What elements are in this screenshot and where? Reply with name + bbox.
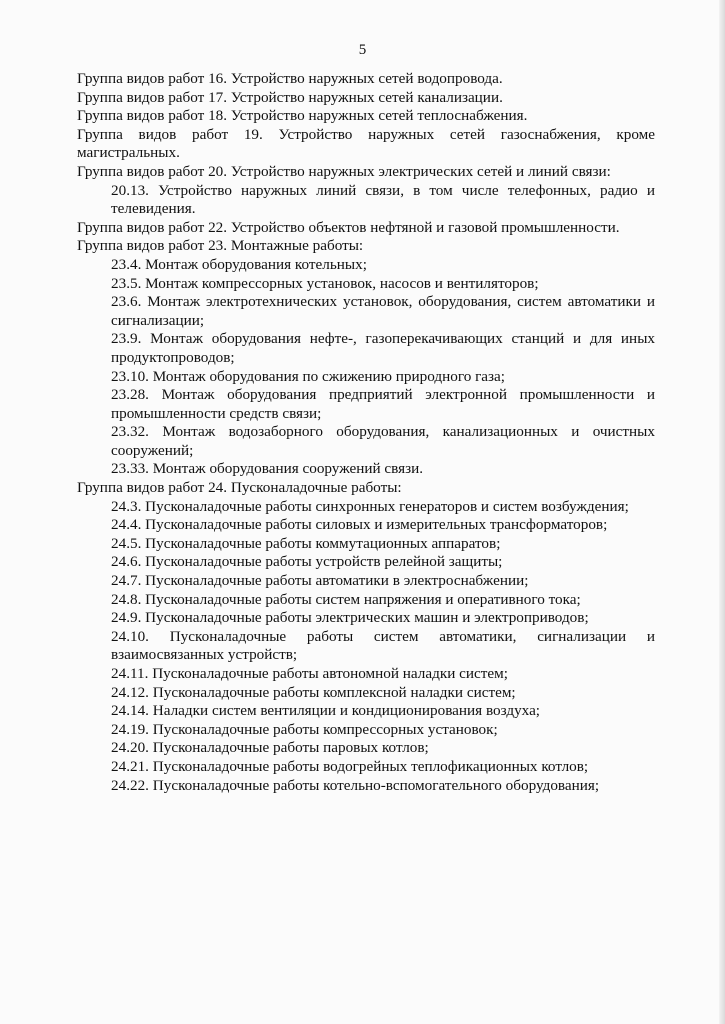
- text-line: 24.19. Пусконаладочные работы компрессорных установок;: [111, 720, 498, 738]
- text-line: 24.8. Пусконаладочные работы систем напряжения и оперативного тока;: [111, 590, 581, 608]
- text-line: Группа видов работ 17. Устройство наружных сетей канализации.: [77, 88, 503, 106]
- text-line: 23.33. Монтаж оборудования сооружений связи.: [111, 460, 424, 478]
- text-line: 24.5. Пусконаладочные работы коммутационных аппаратов;: [111, 534, 501, 552]
- text-line: 23.28. Монтаж оборудования предприятий электронной промышленности и промышленности средств связи;: [111, 386, 655, 422]
- text-line: Группа видов работ 16. Устройство наружных сетей водопровода.: [77, 70, 503, 87]
- text-line: Группа видов работ 23. Монтажные работы:: [77, 237, 364, 255]
- text-line: 24.7. Пусконаладочные работы автоматики в электроснабжении;: [111, 572, 529, 590]
- text-line: Группа видов работ 18. Устройство наружных сетей теплоснабжения.: [77, 107, 528, 125]
- text-line: Группа видов работ 22. Устройство объектов нефтяной и газовой промышленности.: [77, 218, 620, 236]
- text-line: 23.10. Монтаж оборудования по сжижению природного газа;: [111, 367, 506, 385]
- scan-edge: [719, 0, 725, 1024]
- text-line: Группа видов работ 24. Пусконаладочные работы:: [77, 479, 402, 497]
- text-line: 24.12. Пусконаладочные работы комплексной наладки систем;: [111, 683, 516, 701]
- text-line: 20.13. Устройство наружных линий связи, в том числе телефонных, радио и телевидения.: [111, 181, 655, 218]
- document-body: [77, 70, 655, 795]
- text-line: 23.9. Монтаж оборудования нефте-, газоперекачивающих станций и для иных продуктопроводов;: [111, 330, 655, 366]
- text-line: Группа видов работ 19. Устройство наружных сетей газоснабжения, кроме магистральных.: [77, 125, 655, 162]
- text-line: 24.14. Наладки систем вентиляции и кондиционирования воздуха;: [111, 702, 541, 720]
- text-line: 23.6. Монтаж электротехнических установок, оборудования, систем автоматики и сигнализации;: [111, 293, 655, 329]
- text-line: 24.9. Пусконаладочные работы электрических машин и электроприводов;: [111, 609, 589, 627]
- text-line: Группа видов работ 20. Устройство наружных электрических сетей и линий связи:: [77, 162, 611, 180]
- text-line: 24.10. Пусконаладочные работы систем автоматики, сигнализации и взаимосвязанных устройств;: [111, 627, 655, 664]
- text-line: 24.3. Пусконаладочные работы синхронных генераторов и систем возбуждения;: [111, 497, 629, 515]
- text-line: 23.32. Монтаж водозаборного оборудования, канализационных и очистных сооружений;: [111, 423, 655, 459]
- text-line: 24.4. Пусконаладочные работы силовых и измерительных трансформаторов;: [111, 516, 608, 534]
- text-line: 24.11. Пусконаладочные работы автономной наладки систем;: [111, 665, 508, 682]
- text-line: 23.5. Монтаж компрессорных установок, насосов и вентиляторов;: [111, 274, 539, 292]
- text-line: 24.22. Пусконаладочные работы котельно-вспомогательного оборудования;: [111, 776, 600, 794]
- text-line: 23.4. Монтаж оборудования котельных;: [111, 255, 367, 273]
- page-number: 5: [358, 42, 367, 58]
- text-line: 24.20. Пусконаладочные работы паровых котлов;: [111, 739, 429, 757]
- text-line: 24.6. Пусконаладочные работы устройств релейной защиты;: [111, 553, 503, 571]
- text-line: 24.21. Пусконаладочные работы водогрейных теплофикационных котлов;: [111, 757, 589, 775]
